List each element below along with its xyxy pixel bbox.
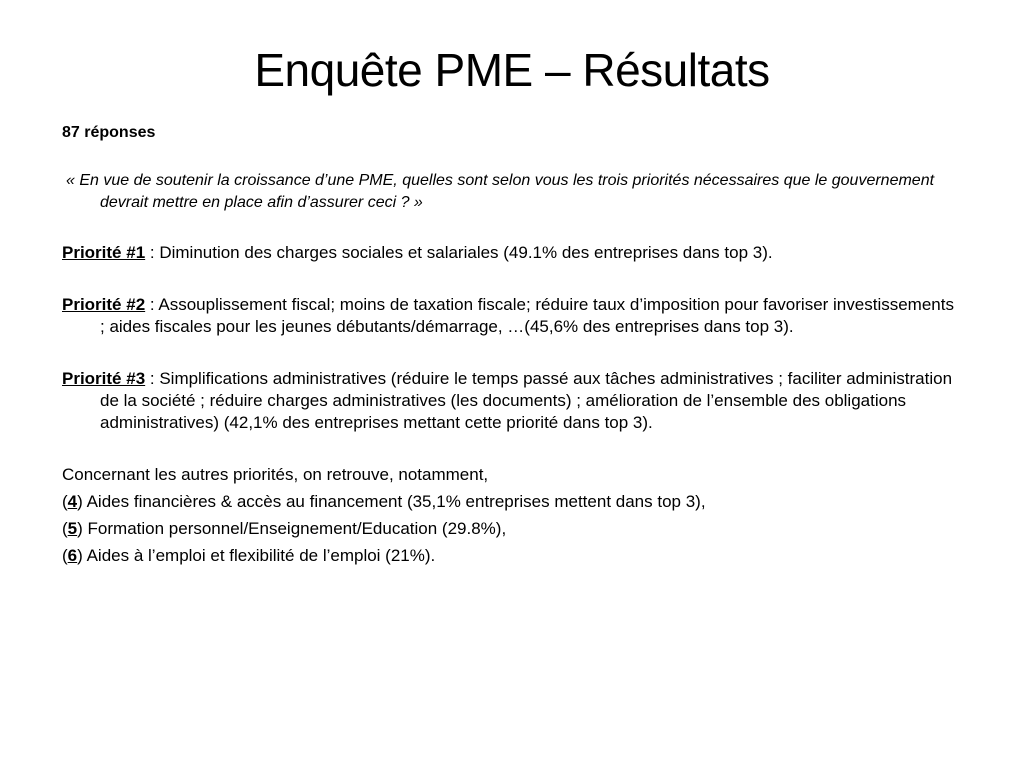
priority-number: 5 (67, 519, 78, 538)
priority-label: Priorité #1 (62, 243, 146, 262)
priority-3 (62, 368, 962, 434)
close-paren: ) (77, 546, 83, 565)
other-priority-text: Formation personnel/Enseignement/Education (29.8%), (82, 519, 507, 538)
open-paren: ( (62, 519, 68, 538)
priority-number: 4 (67, 492, 78, 511)
close-paren: ) (77, 492, 83, 511)
other-priority-text: Aides à l’emploi et flexibilité de l’emploi (21%). (82, 546, 436, 565)
priority-1 (62, 242, 962, 264)
priority-2 (62, 294, 962, 338)
priority-text: : Assouplissement fiscal; moins de taxation fiscale; réduire taux d’imposition pour favoriser investissements ; aides fiscales pour les jeunes débutants/démarrage, …(45,6% des entreprises dans top 3). (100, 295, 954, 336)
other-priority-6 (62, 545, 962, 567)
close-paren: ) (77, 519, 83, 538)
slide-content (62, 122, 962, 567)
other-priority-5 (62, 518, 962, 540)
open-paren: ( (62, 546, 68, 565)
priority-label: Priorité #3 (62, 369, 146, 388)
priority-text: : Diminution des charges sociales et salariales (49.1% des entreprises dans top 3). (145, 243, 773, 262)
slide-title: Enquête PME – Résultats (254, 44, 770, 96)
response-count: 87 réponses (62, 124, 156, 141)
priority-text: : Simplifications administratives (réduire le temps passé aux tâches administratives ; faciliter administration de la société ; réduire charges administratives (les documents) ; amélioration de l’ensemble des obligations administratives) (42,1% des entreprises mettant cette priorité dans top 3). (100, 369, 953, 432)
other-priority-4 (62, 491, 962, 513)
others-intro: Concernant les autres priorités, on retrouve, notamment, (62, 465, 489, 484)
other-priority-text: Aides financières & accès au financement (35,1% entreprises mettent dans top 3), (82, 492, 706, 511)
priority-number: 6 (67, 546, 78, 565)
priority-label: Priorité #2 (62, 295, 146, 314)
survey-question: « En vue de soutenir la croissance d’une PME, quelles sont selon vous les trois priorités nécessaires que le gouvernement devrait mettre en place afin d’assurer ceci ? » (66, 172, 935, 211)
open-paren: ( (62, 492, 68, 511)
